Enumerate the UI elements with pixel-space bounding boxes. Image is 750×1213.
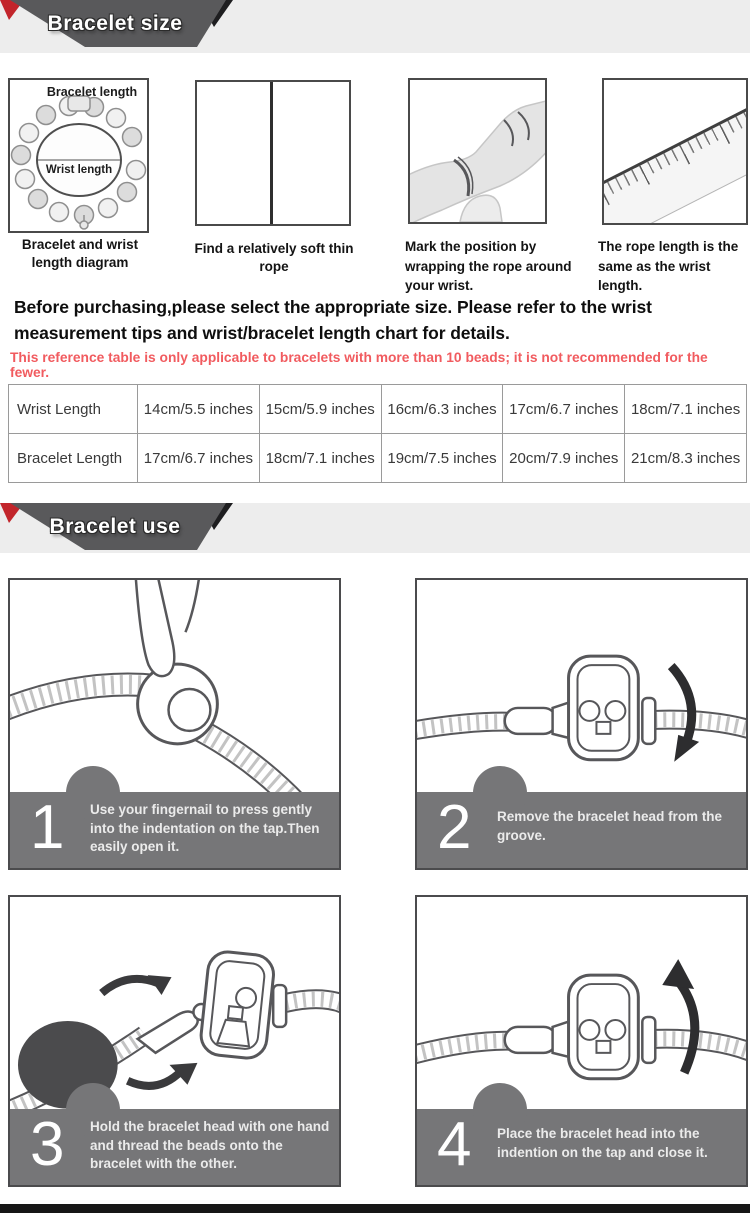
thread-beads-illustration [10,897,339,1113]
caption-rope: Find a relatively soft thin rope [194,241,354,274]
step-number: 4 [437,1110,472,1179]
step-band [10,792,339,868]
step-band [417,1109,746,1185]
step-band [10,1109,339,1185]
size-section-title: Bracelet size [47,12,183,35]
table-cell: 20cm/7.9 inches [503,434,625,483]
bracelet-diagram-image [8,78,149,233]
size-table [8,384,747,483]
caption-wrap: Mark the position by wrapping the rope around your wrist. [405,239,572,294]
step-number: 3 [30,1110,65,1179]
use-step-panel-4 [415,895,748,1187]
step-number: 2 [437,793,472,862]
step-text: Remove the bracelet head from the groove. [497,809,723,843]
bracelet-size-ribbon [0,0,240,52]
rope-image [195,80,351,226]
table-cell: 21cm/8.3 inches [625,434,747,483]
table-cell: 17cm/6.7 inches [138,434,260,483]
ruler-illustration [602,84,748,225]
use-header-band [0,503,750,553]
hand-illustration [410,80,545,222]
use-step-panel-2 [415,578,748,870]
table-cell: 19cm/7.5 inches [381,434,503,483]
wrist-length-label: Wrist length [45,164,113,176]
step-number: 1 [30,793,65,862]
ruler-image [602,78,748,225]
table-cell: 14cm/5.5 inches [138,385,260,434]
bracelet-use-ribbon [0,503,240,555]
use-section-title: Bracelet use [49,515,181,538]
table-row [9,385,747,434]
table-cell: 15cm/5.9 inches [259,385,381,434]
step-text: Use your fingernail to press gently into the indentation on the tap.Then easily open it. [90,802,320,855]
bottom-divider [0,1204,750,1213]
wrap-wrist-image [408,78,547,224]
table-cell: 18cm/7.1 inches [259,434,381,483]
use-step-panel-3 [8,895,341,1187]
wrist-length-header: Wrist Length [9,385,138,434]
step-text: Hold the bracelet head with one hand and thread the beads onto the bracelet with the other. [90,1119,330,1172]
step-band [417,792,746,868]
rope-illustration [270,82,273,224]
use-step-panel-1 [8,578,341,870]
table-row [9,434,747,483]
table-cell: 16cm/6.3 inches [381,385,503,434]
table-cell: 18cm/7.1 inches [625,385,747,434]
bracelet-length-label: Bracelet length [46,85,138,99]
reference-note: This reference table is only applicable to bracelets with more than 10 beads; it is not recommended for the fewer. [10,350,708,380]
bracelet-illustration [10,80,147,231]
remove-head-illustration [417,580,746,796]
size-header-band [0,0,750,53]
caption-ruler: The rope length is the same as the wrist length. [598,239,739,294]
table-cell: 17cm/6.7 inches [503,385,625,434]
bracelet-length-header: Bracelet Length [9,434,138,483]
open-clasp-illustration [10,580,339,796]
close-clasp-illustration [417,897,746,1113]
intro-text: Before purchasing,please select the appropriate size. Please refer to the wrist measurement tips and wrist/bracelet length chart for details. [14,297,652,344]
caption-diagram: Bracelet and wrist length diagram [21,237,139,270]
step-text: Place the bracelet head into the indention on the tap and close it. [497,1126,708,1160]
